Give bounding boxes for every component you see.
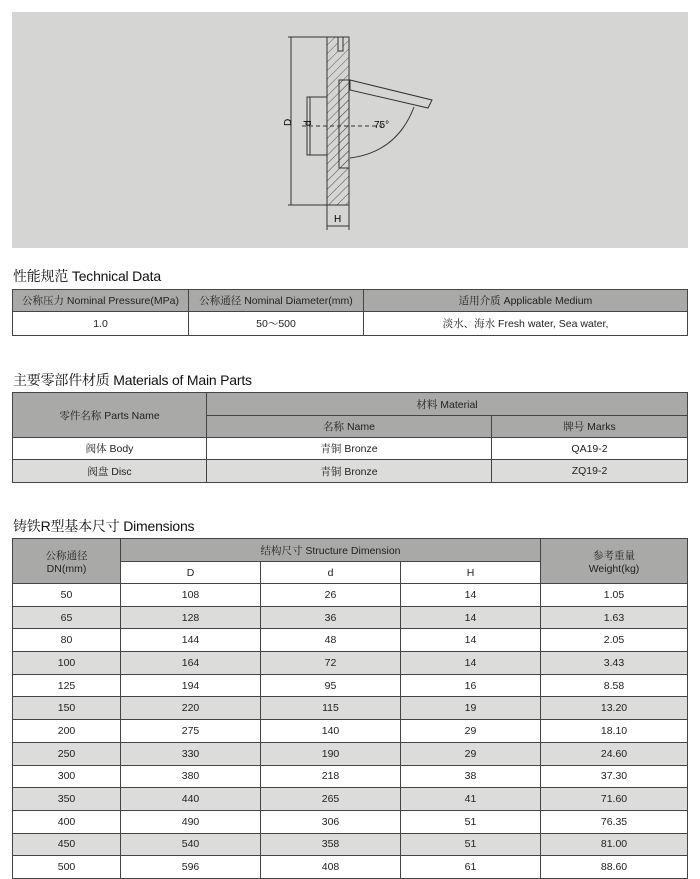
cell: 80	[13, 629, 121, 652]
col-medium: 适用介质 Applicable Medium	[364, 290, 688, 312]
valve-cross-section-diagram	[12, 12, 688, 248]
materials-title: 主要零部件材质 Materials of Main Parts	[13, 372, 252, 388]
technical-data-title: 性能规范 Technical Data	[13, 268, 161, 284]
table-row	[13, 606, 688, 629]
col-dn: 公称通径 DN(mm)	[13, 539, 121, 584]
col-D: D	[121, 562, 261, 584]
table-row	[13, 720, 688, 743]
cell: 596	[121, 856, 261, 879]
cell: 1.63	[541, 606, 688, 629]
cell: 300	[13, 765, 121, 788]
cell: ZQ19-2	[492, 460, 688, 483]
cell: 164	[121, 652, 261, 675]
col-material: 材料 Material	[207, 393, 688, 416]
table-row	[13, 788, 688, 811]
cell: 144	[121, 629, 261, 652]
medium-value: 淡水、海水 Fresh water, Sea water,	[364, 312, 688, 336]
dimensions-table	[12, 538, 688, 879]
table-row	[13, 742, 688, 765]
cell: 14	[401, 629, 541, 652]
cell: 36	[261, 606, 401, 629]
cell: 540	[121, 833, 261, 856]
technical-data-table	[12, 289, 688, 336]
col-weight: 参考重量 Weight(kg)	[541, 539, 688, 584]
cell: 青铜 Bronze	[207, 438, 492, 460]
cell: 150	[13, 697, 121, 720]
cell: 350	[13, 788, 121, 811]
cell: 81.00	[541, 833, 688, 856]
cell: 88.60	[541, 856, 688, 879]
cell: 29	[401, 742, 541, 765]
cell: QA19-2	[492, 438, 688, 460]
cell: 38	[401, 765, 541, 788]
col-structure: 结构尺寸 Structure Dimension	[121, 539, 541, 562]
label-D: D	[283, 118, 294, 126]
cell: 72	[261, 652, 401, 675]
table-row	[13, 856, 688, 879]
cell: 1.05	[541, 584, 688, 607]
cell: 220	[121, 697, 261, 720]
cell: 41	[401, 788, 541, 811]
cell: 450	[13, 833, 121, 856]
cell: 265	[261, 788, 401, 811]
cell: 19	[401, 697, 541, 720]
cell: 14	[401, 652, 541, 675]
cell: 275	[121, 720, 261, 743]
cell: 400	[13, 810, 121, 833]
cell: 125	[13, 674, 121, 697]
cell: 29	[401, 720, 541, 743]
label-angle: 75°	[374, 120, 390, 131]
cell: 490	[121, 810, 261, 833]
cell: 51	[401, 833, 541, 856]
cell: 194	[121, 674, 261, 697]
table-row	[13, 584, 688, 607]
cell: 14	[401, 606, 541, 629]
table-row	[13, 697, 688, 720]
cell: 358	[261, 833, 401, 856]
cell: 16	[401, 674, 541, 697]
cell: 140	[261, 720, 401, 743]
cell: 330	[121, 742, 261, 765]
table-row	[13, 438, 688, 460]
cell: 48	[261, 629, 401, 652]
cell: 26	[261, 584, 401, 607]
table-row	[13, 765, 688, 788]
cell: 阀盘 Disc	[13, 460, 207, 483]
col-pressure: 公称压力 Nominal Pressure(MPa)	[13, 290, 189, 312]
cell: 阀体 Body	[13, 438, 207, 460]
cell: 3.43	[541, 652, 688, 675]
cell: 50	[13, 584, 121, 607]
pressure-value: 1.0	[13, 312, 189, 336]
cell: 306	[261, 810, 401, 833]
cell: 71.60	[541, 788, 688, 811]
cell: 14	[401, 584, 541, 607]
cell: 2.05	[541, 629, 688, 652]
cell: 190	[261, 742, 401, 765]
cell: 500	[13, 856, 121, 879]
col-H: H	[401, 562, 541, 584]
cell: 51	[401, 810, 541, 833]
cell: 8.58	[541, 674, 688, 697]
valve-drawing	[12, 12, 688, 248]
cell: 380	[121, 765, 261, 788]
label-d: d	[303, 120, 314, 126]
cell: 440	[121, 788, 261, 811]
cell: 128	[121, 606, 261, 629]
table-row	[13, 652, 688, 675]
cell: 青铜 Bronze	[207, 460, 492, 483]
label-H: H	[334, 214, 342, 225]
cell: 218	[261, 765, 401, 788]
col-marks: 牌号 Marks	[492, 416, 688, 438]
cell: 95	[261, 674, 401, 697]
dimensions-title: 铸铁R型基本尺寸 Dimensions	[13, 518, 195, 534]
col-name: 名称 Name	[207, 416, 492, 438]
col-diameter: 公称通径 Nominal Diameter(mm)	[189, 290, 364, 312]
table-row	[13, 674, 688, 697]
table-row	[13, 460, 688, 483]
table-row	[13, 629, 688, 652]
table-row	[13, 833, 688, 856]
cell: 76.35	[541, 810, 688, 833]
cell: 200	[13, 720, 121, 743]
cell: 37.30	[541, 765, 688, 788]
cell: 61	[401, 856, 541, 879]
cell: 250	[13, 742, 121, 765]
cell: 408	[261, 856, 401, 879]
cell: 108	[121, 584, 261, 607]
diameter-value: 50～500	[189, 312, 364, 336]
cell: 100	[13, 652, 121, 675]
table-row	[13, 810, 688, 833]
col-part-name: 零件名称 Parts Name	[13, 393, 207, 438]
col-d: d	[261, 562, 401, 584]
cell: 13.20	[541, 697, 688, 720]
cell: 18.10	[541, 720, 688, 743]
cell: 115	[261, 697, 401, 720]
materials-table	[12, 392, 688, 483]
cell: 65	[13, 606, 121, 629]
cell: 24.60	[541, 742, 688, 765]
